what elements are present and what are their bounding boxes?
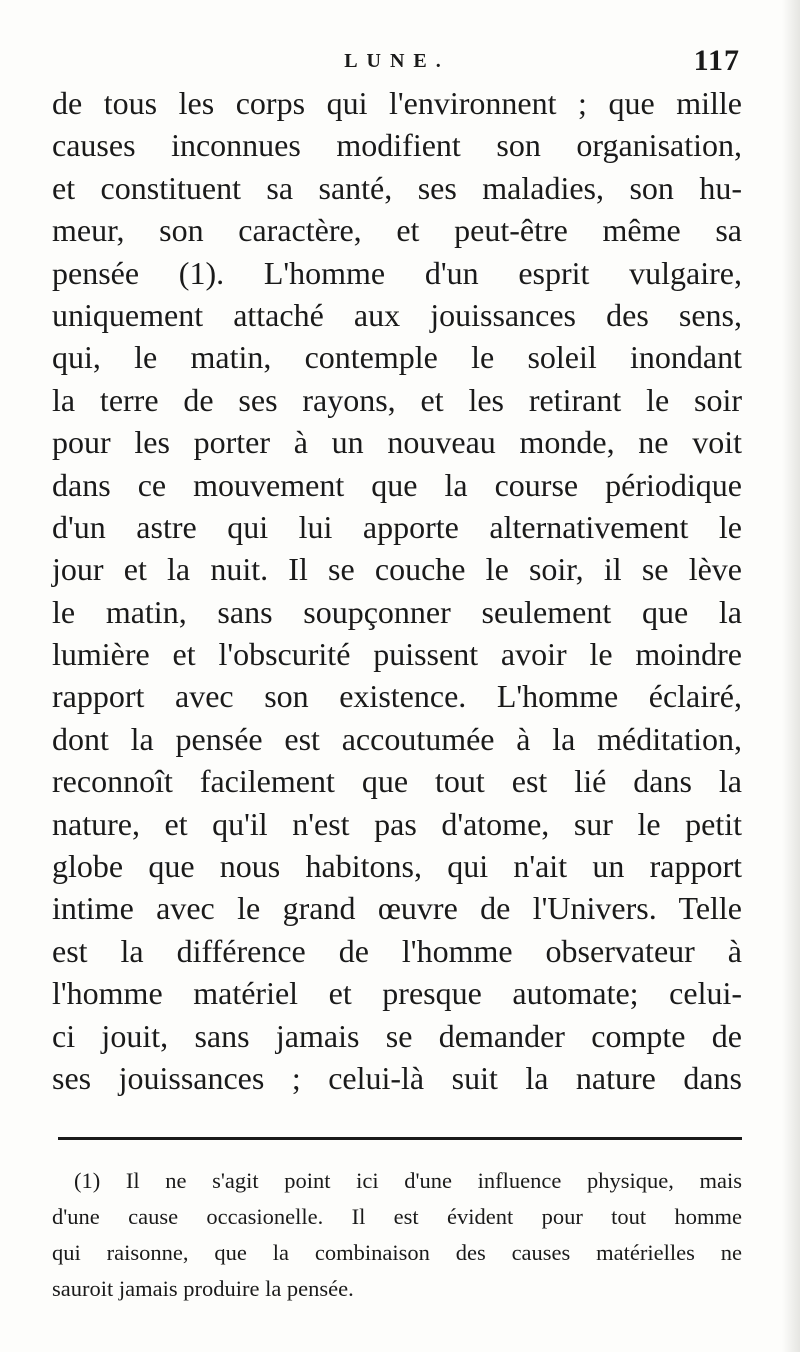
page-number: 117 <box>693 44 740 77</box>
text-line: uniquement attaché aux jouissances des sens, <box>52 296 742 333</box>
text-line: intime avec le grand œuvre de l'Univers. Telle <box>52 890 742 927</box>
text-line: d'un astre qui lui apporte alternativement le <box>52 508 742 545</box>
text-line: dans ce mouvement que la course périodique <box>52 466 742 503</box>
page-edge-shadow <box>782 0 800 1352</box>
text-line: l'homme matériel et presque automate; celui- <box>52 975 742 1012</box>
text-line: pour les porter à un nouveau monde, ne voit <box>52 424 742 461</box>
text-line: pensée (1). L'homme d'un esprit vulgaire, <box>52 254 742 291</box>
text-line: le matin, sans soupçonner seulement que la <box>52 593 742 630</box>
footnote-rule <box>58 1137 742 1140</box>
text-line: est la différence de l'homme observateur à <box>52 932 742 969</box>
footnote-line: sauroit jamais produire la pensée. <box>52 1276 354 1301</box>
text-line: globe que nous habitons, qui n'ait un rapport <box>52 848 742 885</box>
text-line: qui, le matin, contemple le soleil inondant <box>52 339 742 376</box>
running-head <box>52 44 742 80</box>
text-line: nature, et qu'il n'est pas d'atome, sur le petit <box>52 805 742 842</box>
footnote <box>52 1163 742 1307</box>
text-line: causes inconnues modifient son organisation, <box>52 127 742 164</box>
text-line: lumière et l'obscurité puissent avoir le moindre <box>52 636 742 673</box>
text-line: la terre de ses rayons, et les retirant le soir <box>52 381 742 418</box>
footnote-line: d'une cause occasionelle. Il est évident pour tout homme <box>52 1204 742 1229</box>
text-line: reconnoît facilement que tout est lié dans la <box>52 763 742 800</box>
text-line: de tous les corps qui l'environnent ; que mille <box>52 85 742 121</box>
text-line: jour et la nuit. Il se couche le soir, il se lève <box>52 551 742 588</box>
text-line: et constituent sa santé, ses maladies, son hu- <box>52 169 742 206</box>
footnote-line: qui raisonne, que la combinaison des causes matérielles ne <box>52 1240 742 1265</box>
footnote-line: (1) Il ne s'agit point ici d'une influence physique, mais <box>74 1168 742 1193</box>
text-line: ci jouit, sans jamais se demander compte de <box>52 1017 742 1054</box>
body-text <box>52 82 742 1099</box>
text-line: dont la pensée est accoutumée à la méditation, <box>52 720 742 757</box>
text-line: meur, son caractère, et peut-être même sa <box>52 212 742 249</box>
running-title: LUNE. <box>344 50 450 72</box>
text-line: rapport avec son existence. L'homme éclairé, <box>52 678 742 715</box>
text-line: ses jouissances ; celui-là suit la nature dans <box>52 1059 742 1096</box>
